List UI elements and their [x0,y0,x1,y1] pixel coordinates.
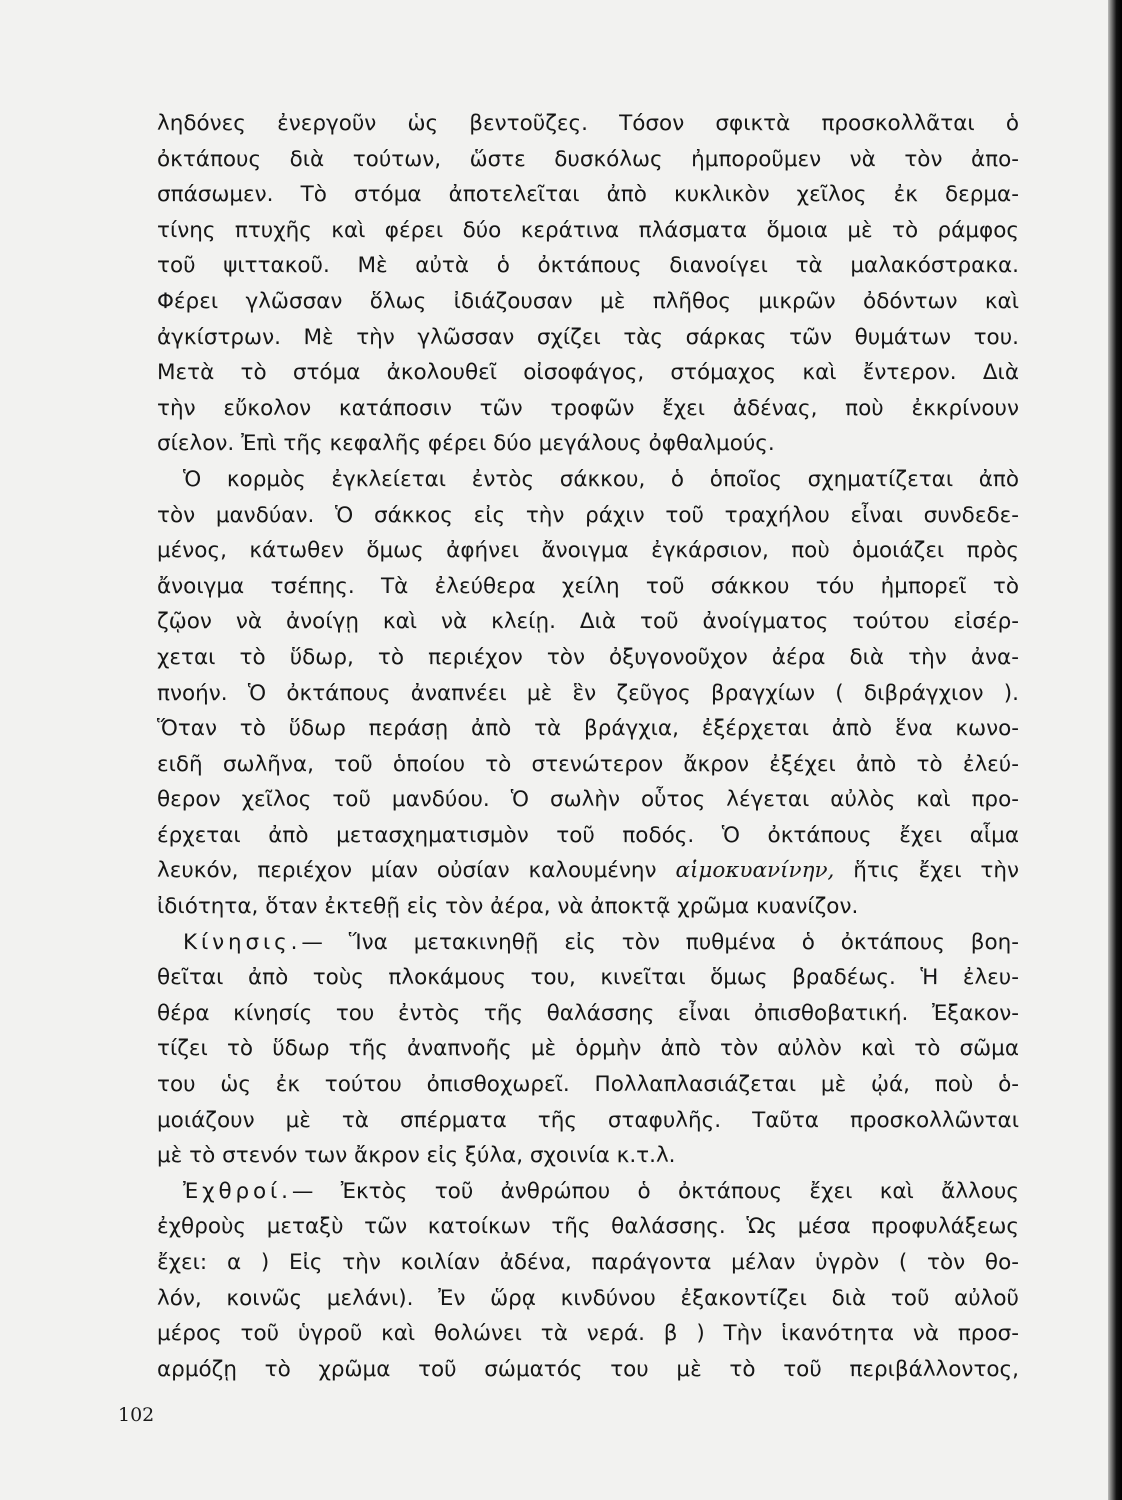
text-segment: λευκόν, περιέχον μίαν οὐσίαν καλουμένην [157,858,657,884]
text-line: σπάσωμεν. Τὸ στόμα ἀποτελεῖται ἀπὸ κυκλικὸν χεῖλος ἐκ δερμα- [157,182,1019,208]
text-line: πνοήν. Ὁ ὀκτάπους ἀναπνέει μὲ ἓν ζεῦγος βραγχίων ( διβράγχιον ). [157,680,1019,706]
text-line: του ὡς ἐκ τούτου ὀπισθοχωρεῖ. Πολλαπλασιάζεται μὲ ᾠά, ποὺ ὁ- [157,1072,1019,1098]
paragraph-1 [157,106,1019,462]
text-line: ειδῆ σωλῆνα, τοῦ ὁποίου τὸ στενώτερον ἄκρον ἐξέχει ἀπὸ τὸ ἐλεύ- [157,751,1019,777]
text-line: ληδόνες ἐνεργοῦν ὡς βεντοῦζες. Τόσον σφικτὰ προσκολλᾶται ὁ [157,111,1019,136]
text-line: αρμόζῃ τὸ χρῶμα τοῦ σώματός του μὲ τὸ τοῦ περιβάλλοντος, [157,1356,1019,1382]
page-edge-shadow [1108,0,1122,1500]
text-line: Μετὰ τὸ στόμα ἀκολουθεῖ οἰσοφάγος, στόμαχος καὶ ἔντερον. Διὰ [157,360,1019,386]
text-segment: — Ἵνα μετακινηθῇ εἰς τὸν πυθμένα ὁ ὀκτάπους βοη- [301,929,1019,955]
text-line: τίνης πτυχῆς καὶ φέρει δύο κεράτινα πλάσματα ὅμοια μὲ τὸ ράμφος [157,217,1019,243]
text-line-heading [157,1174,1019,1210]
text-line: μὲ τὸ στενόν των ἄκρον εἰς ξύλα, σχοινία κ.τ.λ. [157,1143,676,1169]
text-segment: ἥτις ἔχει τὴν [853,858,1019,884]
text-line: ἄνοιγμα τσέπης. Τὰ ἐλεύθερα χείλη τοῦ σάκκου τόυ ἠμπορεῖ τὸ [157,573,1019,599]
text-line: θεῖται ἀπὸ τοὺς πλοκάμους του, κινεῖται ὅμως βραδέως. Ἡ ἐλευ- [157,965,1019,991]
text-line: ἀγκίστρων. Μὲ τὴν γλῶσσαν σχίζει τὰς σάρκας τῶν θυμάτων του. [157,324,1019,350]
text-line: τίζει τὸ ὕδωρ τῆς ἀναπνοῆς μὲ ὁρμὴν ἀπὸ τὸν αὐλὸν καὶ τὸ σῶμα [157,1036,1019,1062]
text-segment: — Ἐκτὸς τοῦ ἀνθρώπου ὁ ὀκτάπους ἔχει καὶ ἄλλους [291,1178,1019,1204]
text-line: Ὁ κορμὸς ἐγκλείεται ἐντὸς σάκκου, ὁ ὁποῖος σχηματίζεται ἀπὸ [183,466,1019,492]
section-heading: Ἐχθροί. [183,1178,292,1204]
text-line: χεται τὸ ὕδωρ, τὸ περιέχον τὸν ὀξυγονοῦχον ἀέρα διὰ τὴν ἀνα- [157,644,1019,670]
text-line: τὸν μανδύαν. Ὁ σάκκος εἰς τὴν ράχιν τοῦ τραχήλου εἶναι συνδεδε- [157,502,1019,528]
term-italic: αἱμοκυανίνην, [675,858,835,884]
text-line: ἰδιότητα, ὅταν ἐκτεθῇ εἰς τὸν ἀέρα, νὰ ἀποκτᾷ χρῶμα κυανίζον. [157,894,859,920]
text-line: ἐχθροὺς μεταξὺ τῶν κατοίκων τῆς θαλάσσης. Ὡς μέσα προφυλάξεως [157,1214,1019,1240]
paragraph-4 [157,1174,1019,1388]
text-line: μένος, κάτωθεν ὅμως ἀφήνει ἄνοιγμα ἐγκάρσιον, ποὺ ὁμοιάζει πρὸς [157,538,1019,564]
text-line: έρχεται ἀπὸ μετασχηματισμὸν τοῦ ποδός. Ὁ ὀκτάπους ἔχει αἷμα [157,822,1019,848]
text-line: ὀκτάπους διὰ τούτων, ὥστε δυσκόλως ἠμποροῦμεν νὰ τὸν ἀπο- [157,146,1019,172]
page-number: 102 [118,1404,155,1426]
text-line: ζῷον νὰ ἀνοίγῃ καὶ νὰ κλείῃ. Διὰ τοῦ ἀνοίγματος τούτου εἰσέρ- [157,609,1019,635]
text-line: σίελον. Ἐπὶ τῆς κεφαλῆς φέρει δύο μεγάλους ὀφθαλμούς. [157,431,775,457]
text-line: ἔχει: α ) Εἰς τὴν κοιλίαν ἀδένα, παράγοντα μέλαν ὑγρὸν ( τὸν θο- [157,1250,1019,1275]
text-line-mixed [157,853,1019,889]
text-line: Φέρει γλῶσσαν ὅλως ἰδιάζουσαν μὲ πλῆθος μικρῶν ὀδόντων καὶ [157,288,1019,314]
section-heading: Κίνησις. [183,929,302,955]
text-line: θέρα κίνησίς του ἐντὸς τῆς θαλάσσης εἶναι ὀπισθοβατική. Ἐξακον- [157,1000,1019,1026]
paragraph-3 [157,925,1019,1174]
text-line-heading [157,925,1019,961]
body-text [157,106,1019,1387]
paragraph-2 [157,462,1019,925]
text-line: λόν, κοινῶς μελάνι). Ἐν ὥρᾳ κινδύνου ἐξακοντίζει διὰ τοῦ αὐλοῦ [157,1285,1019,1311]
text-line: μέρος τοῦ ὑγροῦ καὶ θολώνει τὰ νερά. β ) Τὴν ἱκανότητα νὰ προσ- [157,1321,1019,1347]
text-line: θερον χεῖλος τοῦ μανδύου. Ὁ σωλὴν οὗτος λέγεται αὐλὸς καὶ προ- [157,787,1019,813]
text-line: μοιάζουν μὲ τὰ σπέρματα τῆς σταφυλῆς. Ταῦτα προσκολλῶνται [157,1107,1019,1133]
text-line: τοῦ ψιττακοῦ. Μὲ αὐτὰ ὁ ὀκτάπους διανοίγει τὰ μαλακόστρακα. [157,253,1019,279]
text-line: τὴν εὔκολον κατάποσιν τῶν τροφῶν ἔχει ἀδένας, ποὺ ἐκκρίνουν [157,395,1019,421]
text-line: Ὅταν τὸ ὕδωρ περάσῃ ἀπὸ τὰ βράγχια, ἐξέρχεται ἀπὸ ἕνα κωνο- [157,716,1019,742]
